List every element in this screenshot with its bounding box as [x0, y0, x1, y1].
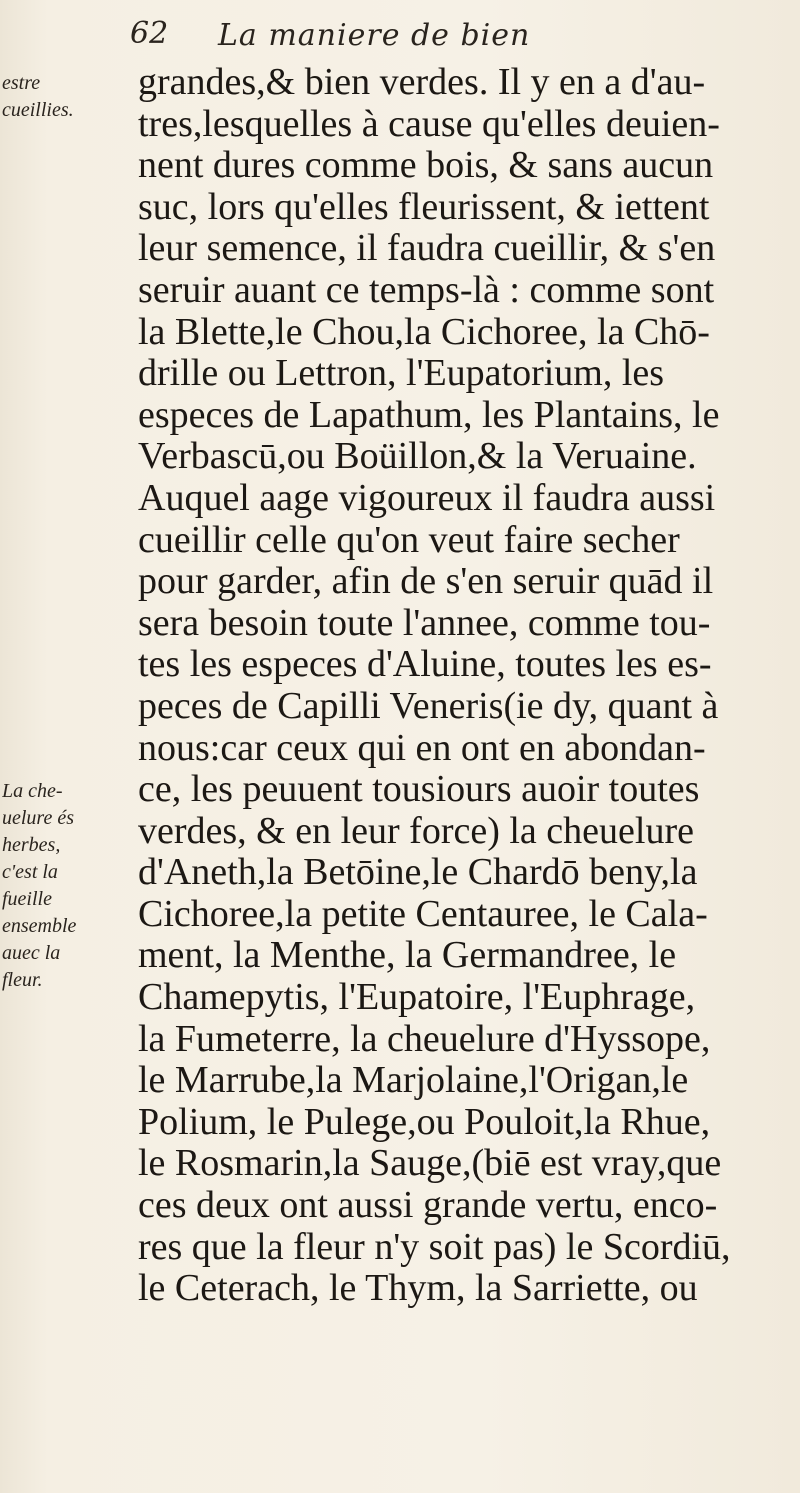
text-line: tes les especes d'Aluine, toutes les es-: [138, 644, 712, 686]
text-line: la Blette,le Chou,la Cichoree, la Chō-: [138, 311, 710, 353]
text-line: tres,lesquelles à cause qu'elles deuien-: [138, 103, 720, 145]
text-line: seruir auant ce temps-là : comme sont: [138, 269, 715, 311]
text-line: leur semence, il faudra cueillir, & s'en: [138, 228, 716, 270]
text-line: nent dures comme bois, & sans aucun: [138, 145, 714, 187]
text-line: Verbascū,ou Boüillon,& la Veruaine.: [138, 436, 697, 478]
margin-note-line: ensemble: [2, 915, 77, 937]
text-line: sera besoin toute l'annee, comme tou-: [138, 602, 711, 644]
margin-note-cheuelure: [2, 778, 130, 994]
text-line: Auquel aage vigoureux il faudra aussi: [138, 477, 716, 519]
text-line: le Ceterach, le Thym, la Sarriette, ou: [138, 1268, 698, 1310]
margin-note-line: cueillies.: [2, 99, 74, 121]
text-line: grandes,& bien verdes. Il y en a d'au-: [138, 62, 706, 103]
text-line: nous:car ceux qui en ont en abondan-: [138, 727, 706, 769]
text-line: drille ou Lettron, l'Eupatorium, les: [138, 353, 665, 395]
page-number: 62: [130, 16, 169, 51]
margin-note-line: auec la: [2, 942, 61, 964]
margin-note-line: uelure és: [2, 807, 75, 829]
text-line: ce, les peuuent tousiours auoir toutes: [138, 769, 700, 811]
margin-note-line: fueille: [2, 888, 52, 910]
text-line: verdes, & en leur force) la cheuelure: [138, 810, 694, 852]
text-line: suc, lors qu'elles fleurissent, & iettent: [138, 186, 710, 228]
margin-note-line: La che-: [2, 780, 63, 802]
text-line: especes de Lapathum, les Plantains, le: [138, 394, 720, 436]
text-line: pour garder, afin de s'en seruir quād il: [138, 561, 714, 603]
text-line: le Marrube,la Marjolaine,l'Origan,le: [138, 1060, 689, 1102]
running-title: La maniere de bien: [218, 18, 531, 53]
text-line: Chamepytis, l'Eupatoire, l'Euphrage,: [138, 977, 696, 1019]
text-line: le Rosmarin,la Sauge,(biē est vray,que: [138, 1143, 722, 1185]
text-line: Polium, le Pulege,ou Pouloit,la Rhue,: [138, 1101, 711, 1143]
text-line: res que la fleur n'y soit pas) le Scordiū,: [138, 1226, 731, 1268]
text-line: peces de Capilli Veneris(ie dy, quant à: [138, 685, 719, 727]
text-line: ment, la Menthe, la Germandree, le: [138, 935, 677, 977]
margin-note-line: c'est la: [2, 861, 58, 883]
text-line: la Fumeterre, la cheuelure d'Hyssope,: [138, 1018, 711, 1060]
body-text: [138, 62, 793, 1310]
margin-note-line: herbes,: [2, 834, 61, 856]
margin-note-line: fleur.: [2, 969, 43, 991]
text-line: ces deux ont aussi grande vertu, enco-: [138, 1185, 718, 1227]
text-line: Cichoree,la petite Centauree, le Cala-: [138, 893, 708, 935]
page-header: [0, 14, 800, 62]
margin-note-estre-cueillies: [2, 70, 130, 124]
text-line: cueillir celle qu'on veut faire secher: [138, 519, 680, 561]
margin-note-line: estre: [2, 72, 41, 94]
text-line: d'Aneth,la Betōine,le Chardō beny,la: [138, 852, 698, 894]
